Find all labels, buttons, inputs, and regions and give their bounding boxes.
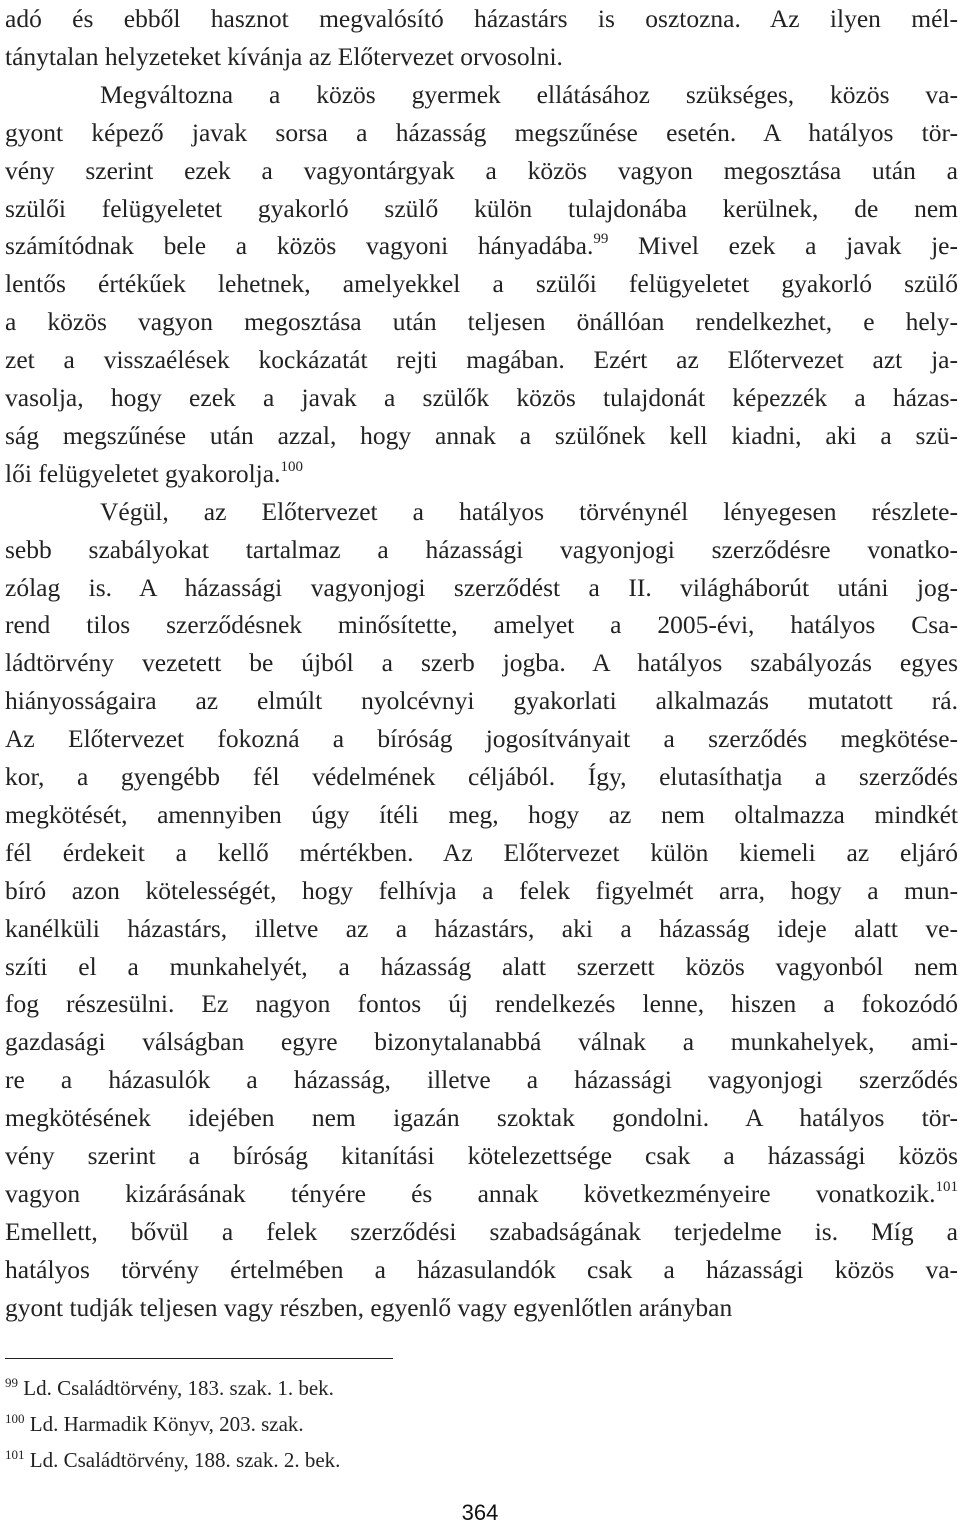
text-line	[5, 227, 958, 264]
footnote-text: Ld. Harmadik Könyv, 203. szak.	[24, 1412, 304, 1436]
text-segment: megkötését, amennyiben úgy ítéli meg, hogy az nem oltalmazza mindkét	[5, 799, 958, 829]
text-segment: Mivel ezek a javak je-	[608, 231, 958, 261]
footnote-text: Ld. Családtörvény, 183. szak. 1. bek.	[18, 1376, 334, 1400]
text-line	[5, 303, 958, 340]
text-line	[5, 1289, 958, 1326]
text-line	[5, 114, 958, 151]
text-segment: szíti el a munkahelyét, a házasság alatt szerzett közös vagyonból nem	[5, 951, 958, 981]
text-line	[5, 1251, 958, 1288]
text-line	[5, 758, 958, 795]
page-number: 364	[461, 1500, 499, 1525]
text-segment: ládtörvény vezetett be újból a szerb jogba. A hatályos szabályozás egyes	[5, 648, 958, 678]
text-segment: adó és ebből hasznot megvalósító házastárs is osztozna. Az ilyen mél-	[5, 4, 958, 33]
text-line	[5, 1023, 958, 1060]
text-line	[5, 76, 958, 113]
text-line	[5, 720, 958, 757]
text-segment: számítódnak bele a közös vagyoni hányadába.	[5, 231, 594, 261]
text-segment: megkötésének idejében nem igazán szoktak gondolni. A hatályos tör-	[5, 1103, 958, 1133]
text-line	[5, 948, 958, 985]
text-segment: Az Előtervezet fokozná a bíróság jogosítványait a szerződés megkötése-	[5, 724, 958, 754]
text-segment: bíró azon kötelességét, hogy felhívja a felek figyelmét arra, hogy a mun-	[5, 875, 958, 905]
text-segment: szülői felügyeletet gyakorló szülő külön tulajdonába kerülnek, de nem	[5, 193, 958, 223]
text-segment: gyont tudják teljesen vagy részben, egyenlő vagy egyenlőtlen arányban	[5, 1292, 733, 1322]
text-segment: kanélküli házastárs, illetve az a házastárs, aki a házasság ideje alatt ve-	[5, 913, 958, 943]
text-line	[5, 1099, 958, 1136]
text-line	[5, 379, 958, 416]
text-line	[5, 796, 958, 833]
text-segment: gazdasági válságban egyre bizonytalanabbá válnak a munkahelyek, ami-	[5, 1027, 958, 1057]
text-segment: ság megszűnése után azzal, hogy annak a szülőnek kell kiadni, aki a szü-	[5, 420, 958, 450]
text-segment: fog részesülni. Ez nagyon fontos új rendelkezés lenne, hiszen a fokozódó	[5, 989, 958, 1019]
text-segment: rend tilos szerződésnek minősítette, amelyet a 2005-évi, hatályos Csa-	[5, 610, 958, 640]
text-segment: Végül, az Előtervezet a hatályos törvénynél lényegesen részlete-	[100, 496, 958, 526]
text-line	[5, 455, 958, 492]
text-segment: hatályos törvény értelmében a házasulandók csak a házassági közös va-	[5, 1254, 958, 1284]
text-segment: vagyon kizárásának tényére és annak következményeire vonatkozik.	[5, 1178, 936, 1208]
footnote	[5, 1374, 334, 1402]
text-line	[5, 341, 958, 378]
text-segment: vény szerint ezek a vagyontárgyak a közös vagyon megosztása után a	[5, 155, 958, 185]
footnote-reference: 99	[593, 231, 609, 248]
footnote	[5, 1410, 304, 1438]
text-segment: zet a visszaélések kockázatát rejti magában. Ezért az Előtervezet azt ja-	[5, 345, 958, 375]
text-segment: sebb szabályokat tartalmaz a házassági vagyonjogi szerződésre vonatko-	[5, 534, 958, 564]
text-segment: a közös vagyon megosztása után teljesen önállóan rendelkezhet, e hely-	[5, 307, 958, 337]
text-line	[5, 265, 958, 302]
footnote-number: 99	[5, 1375, 18, 1390]
text-segment: tánytalan helyzeteket kívánja az Előtervezet orvosolni.	[5, 41, 563, 71]
text-segment: zólag is. A házassági vagyonjogi szerződést a II. világháborút utáni jog-	[5, 572, 958, 602]
text-segment: kor, a gyengébb fél védelmének céljából. Így, elutasíthatja a szerződés	[5, 762, 958, 791]
text-line	[5, 682, 958, 719]
footnote-reference: 100	[280, 458, 303, 475]
text-line	[5, 834, 958, 871]
text-segment: Emellett, bővül a felek szerződési szabadságának terjedelme is. Míg a	[5, 1216, 958, 1246]
text-segment: hiányosságaira az elmúlt nyolcévnyi gyakorlati alkalmazás mutatott rá.	[5, 686, 958, 716]
footnote-number: 100	[5, 1411, 25, 1426]
text-line	[5, 190, 958, 227]
text-line	[5, 152, 958, 189]
text-segment: lentős értékűek lehetnek, amelyekkel a szülői felügyeletet gyakorló szülő	[5, 269, 958, 299]
text-line	[5, 1213, 958, 1250]
text-line	[5, 1137, 958, 1174]
text-line	[5, 569, 958, 606]
text-segment: fél érdekeit a kellő mértékben. Az Előtervezet külön kiemeli az eljáró	[5, 837, 958, 867]
text-line	[5, 1175, 958, 1212]
footnote	[5, 1446, 340, 1474]
footnote-number: 101	[5, 1447, 25, 1462]
text-line	[5, 644, 958, 681]
footnote-text: Ld. Családtörvény, 188. szak. 2. bek.	[24, 1448, 341, 1472]
text-line	[5, 606, 958, 643]
text-line	[5, 531, 958, 568]
text-line	[5, 985, 958, 1022]
footnote-separator	[5, 1358, 393, 1359]
text-segment: vasolja, hogy ezek a javak a szülők közös tulajdonát képezzék a házas-	[5, 383, 958, 412]
text-segment: gyont képező javak sorsa a házasság megszűnése esetén. A hatályos tör-	[5, 117, 958, 147]
text-segment: lői felügyeletet gyakorolja.	[5, 458, 281, 488]
text-line	[5, 910, 958, 947]
footnote-reference: 101	[935, 1178, 958, 1195]
text-segment: vény szerint a bíróság kitanítási kötelezettsége csak a házassági közös	[5, 1141, 958, 1170]
text-segment: re a házasulók a házasság, illetve a házassági vagyonjogi szerződés	[5, 1065, 958, 1095]
text-line	[5, 493, 958, 530]
text-line	[5, 872, 958, 909]
text-line	[5, 1061, 958, 1098]
text-segment: Megváltozna a közös gyermek ellátásához szükséges, közös va-	[100, 79, 958, 109]
text-line	[5, 38, 958, 75]
text-line	[5, 0, 958, 37]
text-line	[5, 417, 958, 454]
